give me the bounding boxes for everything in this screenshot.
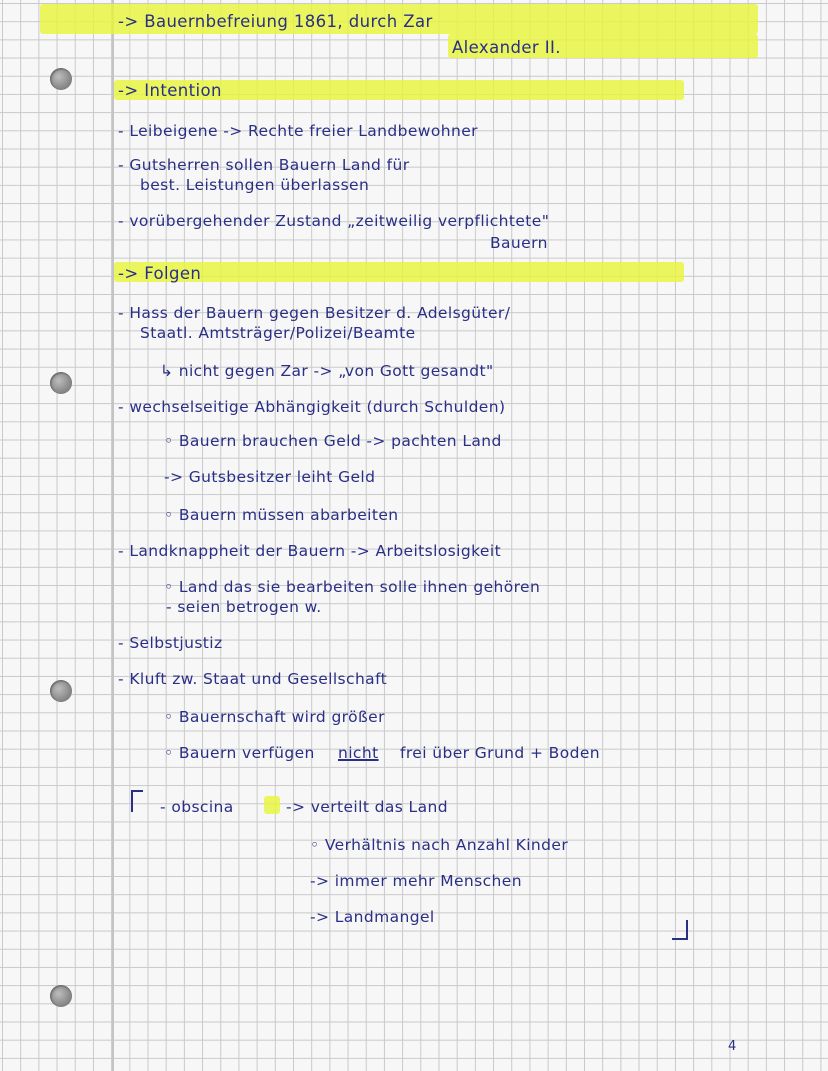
bracket-corner (131, 790, 143, 812)
punch-hole (50, 985, 72, 1007)
note-line: -> verteilt das Land (286, 798, 448, 816)
note-line: - seien betrogen w. (166, 598, 322, 616)
title-line: -> Bauernbefreiung 1861, durch Zar (118, 12, 433, 31)
note-line: -> immer mehr Menschen (310, 872, 522, 890)
note-line: Bauern (490, 234, 548, 252)
note-line: ◦ Bauernschaft wird größer (164, 708, 385, 726)
highlight-obscina-mark (264, 796, 280, 814)
note-line: best. Leistungen überlassen (140, 176, 370, 194)
page-number: 4 (728, 1039, 737, 1054)
note-line: ◦ Bauern brauchen Geld -> pachten Land (164, 432, 502, 450)
note-line: ◦ Land das sie bearbeiten solle ihnen gehören (164, 578, 541, 596)
note-line: - Kluft zw. Staat und Gesellschaft (118, 670, 388, 688)
note-line: - Selbstjustiz (118, 634, 223, 652)
note-line: - Landknappheit der Bauern -> Arbeitslosigkeit (118, 542, 502, 560)
note-line: - wechselseitige Abhängigkeit (durch Schulden) (118, 398, 506, 416)
punch-hole (50, 372, 72, 394)
title-line-2: Alexander II. (452, 38, 561, 57)
note-line: ↳ nicht gegen Zar -> „von Gott gesandt" (160, 362, 494, 380)
note-line: ◦ Bauern müssen abarbeiten (164, 506, 399, 524)
note-line: - Leibeigene -> Rechte freier Landbewohner (118, 122, 478, 140)
heading-intention: -> Intention (118, 81, 222, 100)
bracket-corner (672, 920, 688, 940)
note-line: - Hass der Bauern gegen Besitzer d. Adelsgüter/ (118, 304, 511, 322)
note-line: - Gutsherren sollen Bauern Land für (118, 156, 410, 174)
punch-hole (50, 680, 72, 702)
note-underlined-word: nicht (338, 744, 379, 762)
note-line: -> Landmangel (310, 908, 435, 926)
punch-hole (50, 68, 72, 90)
note-line: - vorübergehender Zustand „zeitweilig verpflichtete" (118, 212, 550, 230)
note-line: - obscina (160, 798, 234, 816)
note-line: -> Gutsbesitzer leiht Geld (164, 468, 376, 486)
note-line-part: frei über Grund + Boden (400, 744, 600, 762)
note-line: ◦ Verhältnis nach Anzahl Kinder (310, 836, 569, 854)
note-line-part: ◦ Bauern verfügen (164, 744, 315, 762)
heading-folgen: -> Folgen (118, 264, 202, 283)
note-line: Staatl. Amtsträger/Polizei/Beamte (140, 324, 416, 342)
margin-line (112, 0, 114, 1071)
